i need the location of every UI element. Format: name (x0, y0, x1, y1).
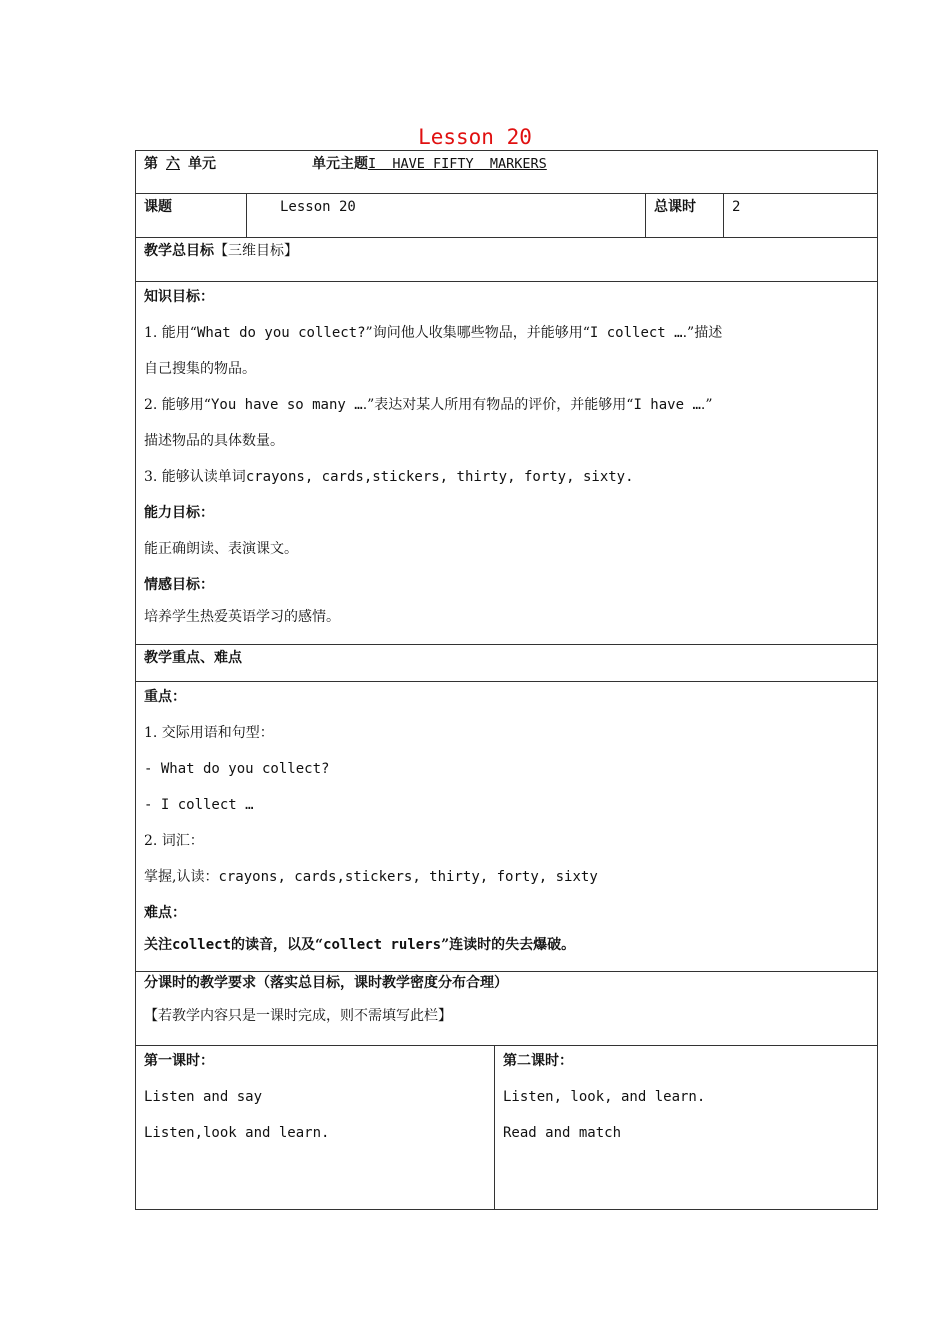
second-session-item-1: Listen, look, and learn. (503, 1089, 706, 1105)
unit-row (136, 151, 878, 194)
knowledge-item-2-cont: 描述物品的具体数量。 (144, 433, 284, 449)
key-sentence-2: - I collect … (144, 797, 254, 813)
first-session-label: 第一课时： (144, 1053, 214, 1069)
goals-body-row (136, 282, 878, 645)
ability-goals-label: 能力目标： (144, 505, 214, 521)
sessions-heading-cell (136, 972, 878, 1046)
first-session-item-2: Listen,look and learn. (144, 1125, 330, 1141)
knowledge-item-1-cont: 自己搜集的物品。 (144, 361, 256, 377)
focus-heading-row (136, 645, 878, 682)
knowledge-item-1: 1. 能用“What do you collect?”询问他人收集哪些物品，并能够用“I collect ….”描述 (144, 325, 723, 341)
focus-heading: 教学重点、难点 (136, 645, 878, 682)
goals-heading (136, 238, 878, 282)
sessions-heading-row (136, 972, 878, 1046)
first-session-item-1: Listen and say (144, 1089, 263, 1105)
lesson-plan-table (135, 150, 878, 1210)
focus-body-row (136, 682, 878, 972)
total-hours-label: 总课时 (646, 194, 724, 238)
total-hours-value: 2 (724, 194, 878, 238)
goals-body (136, 282, 878, 645)
second-session-label: 第二课时： (503, 1053, 573, 1069)
key-sentence-1: - What do you collect? (144, 761, 330, 777)
knowledge-goals-label: 知识目标： (144, 289, 214, 305)
knowledge-item-3: 3. 能够认读单词crayons, cards,stickers, thirty, forty, sixty. (144, 469, 634, 485)
unit-suffix: 单元 (188, 156, 216, 172)
emotion-goals-text: 培养学生热爱英语学习的感情。 (144, 609, 340, 625)
sessions-body-row (136, 1046, 878, 1210)
unit-cell (136, 151, 878, 194)
difficulty-label: 难点： (144, 905, 186, 921)
sessions-note: 【若教学内容只是一课时完成，则不需填写此栏】 (144, 1008, 452, 1024)
ability-goals-text: 能正确朗读、表演课文。 (144, 541, 298, 557)
unit-theme-value: I HAVE FIFTY MARKERS (368, 156, 547, 172)
focus-body (136, 682, 878, 972)
knowledge-item-2: 2. 能够用“You have so many ….”表达对某人所用有物品的评价，并能够用“I have ….” (144, 397, 713, 413)
goals-heading-rest: 【三维目标】 (214, 243, 298, 259)
unit-number: 六 (166, 156, 180, 172)
goals-heading-bold: 教学总目标 (144, 243, 214, 259)
topic-label: 课题 (136, 194, 247, 238)
goals-heading-row (136, 238, 878, 282)
key-item-2: 2. 词汇： (144, 833, 204, 849)
unit-theme-label: 单元主题 (312, 156, 368, 172)
emotion-goals-label: 情感目标： (144, 577, 214, 593)
key-item-1: 1. 交际用语和句型： (144, 725, 274, 741)
second-session-cell (495, 1046, 878, 1210)
document-title: Lesson 20 (418, 125, 532, 149)
key-points-label: 重点： (144, 689, 186, 705)
difficulty-text: 关注collect的读音，以及“collect rulers”连读时的失去爆破。 (144, 937, 576, 953)
second-session-item-2: Read and match (503, 1125, 622, 1141)
unit-prefix: 第 (144, 156, 158, 172)
sessions-heading: 分课时的教学要求（落实总目标，课时教学密度分布合理） (144, 975, 508, 991)
first-session-cell (136, 1046, 495, 1210)
topic-row (136, 194, 878, 238)
vocabulary-line: 掌握,认读：crayons, cards,stickers, thirty, forty, sixty (144, 869, 598, 885)
topic-value: Lesson 20 (247, 194, 646, 238)
